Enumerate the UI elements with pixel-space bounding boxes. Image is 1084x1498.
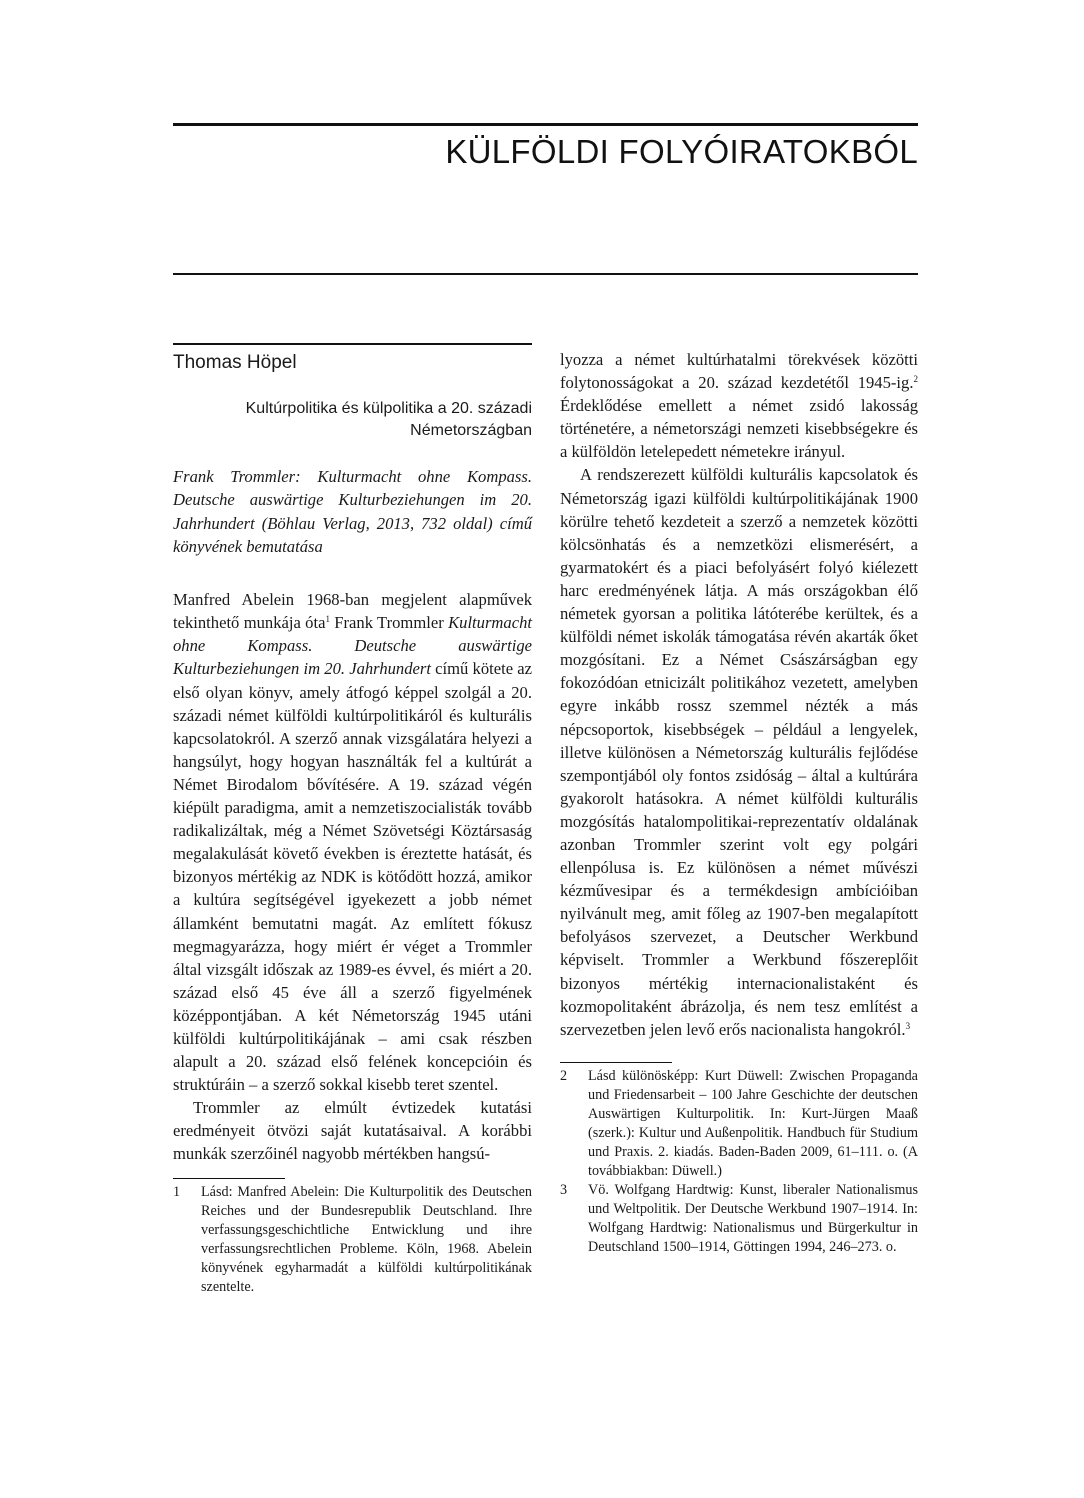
- right-column: [560, 348, 918, 1257]
- footnote-number: 2: [560, 1067, 568, 1084]
- footnote-text: Lásd különösképp: Kurt Düwell: Zwischen Propaganda und Friedensarbeit – 100 Jahre Geschichte der deutschen Auswärtigen Kulturpolitik. In: Kurt-Jürgen Maaß (szerk.): Kultur und Außenpolitik. Handbuch für Studium und Praxis. 2. kiadás. Baden-Baden 2009, 61–111. o. (A továbbiakban: Düwell.): [588, 1067, 918, 1179]
- section-title: KÜLFÖLDI FOLYÓIRATOKBÓL: [445, 133, 918, 170]
- footnote: [560, 1181, 918, 1257]
- article-author: Thomas Höpel: [173, 352, 297, 373]
- left-column: [173, 348, 532, 1297]
- footnote: [173, 1183, 532, 1297]
- footnote-number: 3: [560, 1181, 568, 1198]
- book-title-italic: Kulturmacht ohne Kompass. Deutsche auswärtige Kulturbeziehungen im 20. Jahrhundert: [173, 613, 532, 679]
- body-paragraph: [560, 348, 918, 463]
- header-top-rule: [173, 123, 918, 126]
- body-paragraph: Trommler az elmúlt évtizedek kutatási eredményeit ötvözi saját kutatásaival. A korábbi munkák szerzőinél nagyobb mértékben hangsú-: [173, 1098, 532, 1164]
- body-paragraph: [560, 463, 918, 1040]
- footnote: [560, 1067, 918, 1181]
- footnote-ref[interactable]: 2: [913, 374, 918, 385]
- body-text: Frank Trommler: [329, 613, 449, 633]
- body-paragraph: [173, 588, 532, 1096]
- author-rule: [173, 343, 532, 345]
- footnote-text: Vö. Wolfgang Hardtwig: Kunst, liberaler Nationalismus und Weltpolitik. Der Deutsche Werkbund 1907–1914. In: Wolfgang Hardtwig: Nationalismus und Bürgerkultur in Deutschland 1500–1914, Göttingen 1994, 246–273. o.: [588, 1181, 918, 1255]
- body-text: A rendszerezett külföldi kulturális kapcsolatok és Németország igazi külföldi kultúrpolitikájának 1900 körülre tehető kezdeteit a szerző a nemzetek közötti kölcsönhatás és a nemzetközi elismerésért, a gyarmatokért és a piaci befolyásért folyó kiélezett harc eredményének látja. A más országokban élő németek gyorsan a politika látóterébe kerültek, és a külföldi német iskolák támogatása révén akarták őket mozgósítani. Ez a Német Császárságban egy fokozódóan etnicizált politikához vezetett, amelyben egyre inkább rossz szemmel nézték a más népcsoportok, kisebbségek – például a lengyelek, illetve különösen a Németország kulturális fejlődése szempontjából oly fontos zsidóság – által a kultúrára gyakorolt hatásokra. A német külföldi kulturális mozgósítás hatalompolitikai-reprezentatív oldalának azonban Trommler szerint volt egy polgári ellenpólusa is. Ez különösen a német művészi kézművesipar és a termékdesign ambícióiban nyilvánult meg, amit főleg az 1907-ben megalapított befolyásos szervezet, a Deutscher Werkbund képviselt. Trommler a Werkbund főszereplőit bizonyos mértékig internacionalistaként és kozmopolitaként ábrázolja, és nem tesz említést a szervezetben jelen levő erős nacionalista hangokról.: [560, 465, 918, 1039]
- footnote-ref[interactable]: 3: [905, 1020, 911, 1031]
- header-bottom-rule: [173, 273, 918, 275]
- body-text: lyozza a német kultúrhatalmi törekvések közötti folytonosságokat a 20. század kezdetétől 1945-ig.: [560, 350, 918, 393]
- footnote-rule: [560, 1062, 672, 1063]
- footnote-rule: [173, 1178, 285, 1179]
- review-note: Frank Trommler: Kulturmacht ohne Kompass. Deutsche auswärtige Kulturbeziehungen im 20. Jahrhundert (Böhlau Verlag, 2013, 732 oldal) című könyvének bemutatása: [173, 467, 532, 556]
- footnote-ref[interactable]: 1: [325, 614, 330, 625]
- body-text: Manfred Abelein 1968-ban megjelent alapművek tekinthető munkája óta: [173, 590, 532, 633]
- footnote-text: Lásd: Manfred Abelein: Die Kulturpolitik des Deutschen Reiches und der Bundesrepublik Deutschland. Ihre verfassungsgeschichtliche Entwicklung und ihre verfassungsrechtlichen Probleme. Köln, 1968. Abelein könyvének egyharmadát a külföldi kultúrpolitikának szentelte.: [201, 1183, 532, 1295]
- body-text: Érdeklődése emellett a német zsidó lakosság történetére, a németországi nemzeti kisebbségekre és a külföldön letelepedett németekre irányul.: [560, 396, 918, 462]
- footnote-number: 1: [173, 1183, 181, 1200]
- article-title: Kultúrpolitika és külpolitika a 20. századi Németországban: [245, 400, 532, 439]
- body-text: című kötete az első olyan könyv, amely átfogó képpel szolgál a 20. századi német külföldi kultúrpolitikáról és kulturális kapcsolatokról. A szerző annak vizsgálatára helyezi a hangsúlyt, hogy hogyan használták fel a kultúrát a Német Birodalom bővítésére. A 19. század végén kiépült paradigma, amit a nemzetiszocialisták tovább radikalizáltak, még a Német Szövetségi Köztársaság megalakulását követő években is éreztette hatását, és bizonyos mértékig az NDK is kötődött hozzá, amikor a kultúra segítségével igyekezett a jobb német államként bemutatni magát. Az említett fókusz megmagyarázza, hogy miért ér véget a Trommler által vizsgált időszak az 1989-es évvel, és miért a 20. század első 45 éve áll a szerző figyelmének középpontjában. A két Németország 1945 utáni külföldi kultúrpolitikájának – ami csak részben alapult a 20. század első felének koncepcióin és struktúráin – a szerző sokkal kisebb teret szentel.: [173, 659, 532, 1095]
